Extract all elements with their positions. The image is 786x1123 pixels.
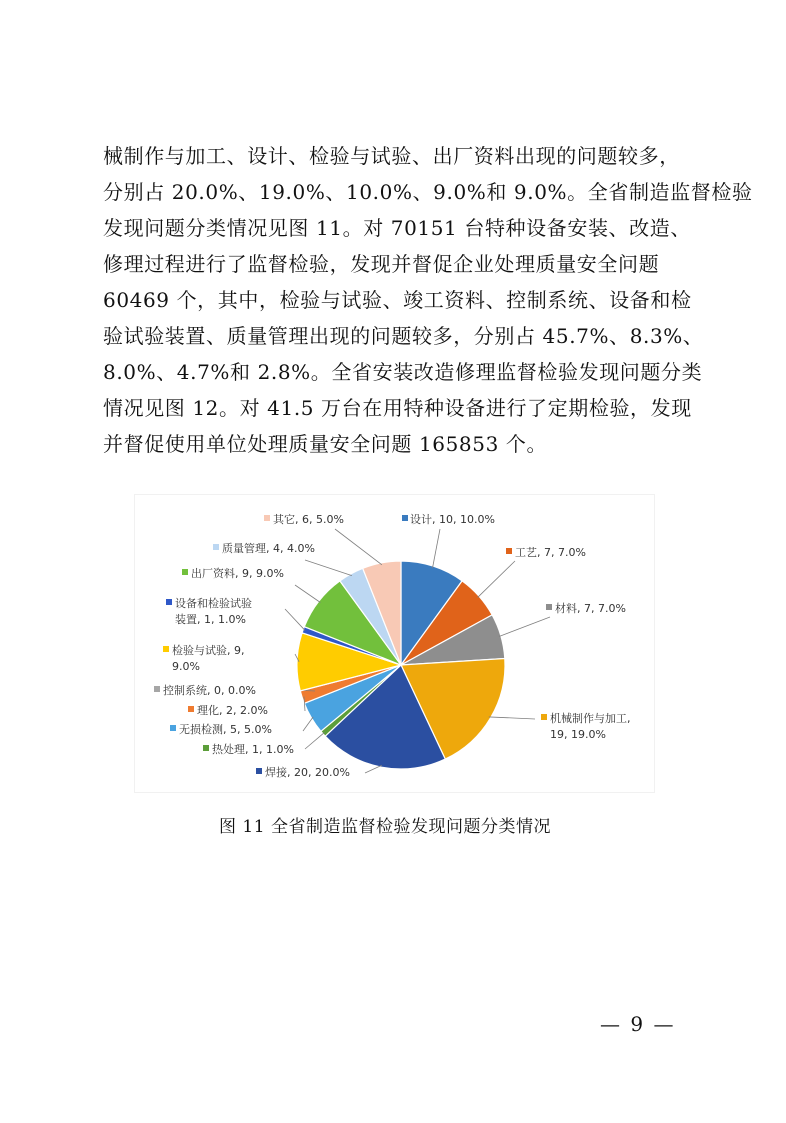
pie-chart-svg: [135, 495, 654, 792]
body-line: 并督促使用单位处理质量安全问题 165853 个。: [103, 432, 548, 456]
legend-swatch: [402, 515, 408, 521]
legend-swatch: [203, 745, 209, 751]
data-label: 检验与试验, 9,: [172, 644, 245, 657]
data-label: 装置, 1, 1.0%: [175, 613, 246, 626]
page-number: — 9 —: [600, 1012, 676, 1036]
body-line: 验试验装置、质量管理出现的问题较多，分别占 45.7%、8.3%、: [103, 324, 704, 348]
data-label: 焊接, 20, 20.0%: [265, 766, 350, 779]
leader-line: [295, 585, 320, 602]
leader-line: [285, 609, 305, 630]
legend-swatch: [182, 569, 188, 575]
data-label: 无损检测, 5, 5.0%: [179, 723, 272, 736]
body-line: 发现问题分类情况见图 11。对 70151 台特种设备安装、改造、: [103, 216, 691, 240]
legend-swatch: [213, 544, 219, 550]
legend-swatch: [264, 515, 270, 521]
body-line: 情况见图 12。对 41.5 万台在用特种设备进行了定期检验，发现: [103, 396, 692, 420]
figure-caption: 图 11 全省制造监督检验发现问题分类情况: [219, 817, 551, 837]
data-label: 出厂资料, 9, 9.0%: [191, 567, 284, 580]
legend-swatch: [506, 548, 512, 554]
legend-swatch: [188, 706, 194, 712]
body-line: 8.0%、4.7%和 2.8%。全省安装改造修理监督检验发现问题分类: [103, 360, 703, 384]
data-label: 材料, 7, 7.0%: [555, 602, 626, 615]
data-label: 9.0%: [172, 660, 200, 673]
legend-swatch: [166, 599, 172, 605]
data-label: 设备和检验试验: [175, 597, 252, 610]
data-label: 热处理, 1, 1.0%: [212, 743, 294, 756]
legend-swatch: [154, 686, 160, 692]
data-label: 19, 19.0%: [550, 728, 606, 741]
data-label: 设计, 10, 10.0%: [410, 513, 495, 526]
legend-swatch: [163, 646, 169, 652]
data-label: 质量管理, 4, 4.0%: [222, 542, 315, 555]
legend-swatch: [170, 725, 176, 731]
data-label: 其它, 6, 5.0%: [273, 513, 344, 526]
leader-line: [478, 561, 515, 598]
legend-swatch: [546, 604, 552, 610]
leader-line: [335, 529, 382, 565]
data-label: 工艺, 7, 7.0%: [515, 546, 586, 559]
pie-chart: [134, 494, 655, 793]
leader-line: [499, 617, 550, 637]
leader-line: [365, 765, 382, 773]
body-line: 械制作与加工、设计、检验与试验、出厂资料出现的问题较多，: [103, 144, 680, 168]
leader-line: [433, 529, 440, 568]
data-label: 理化, 2, 2.0%: [197, 704, 268, 717]
body-line: 分别占 20.0%、19.0%、10.0%、9.0%和 9.0%。全省制造监督检验: [103, 180, 753, 204]
leader-line: [303, 717, 313, 731]
leader-line: [489, 717, 535, 719]
body-line: 修理过程进行了监督检验，发现并督促企业处理质量安全问题: [103, 252, 660, 276]
data-label: 控制系统, 0, 0.0%: [163, 684, 256, 697]
leader-line: [305, 560, 352, 576]
legend-swatch: [256, 768, 262, 774]
legend-swatch: [541, 714, 547, 720]
body-line: 60469 个，其中，检验与试验、竣工资料、控制系统、设备和检: [103, 288, 692, 312]
data-label: 机械制作与加工,: [550, 712, 631, 725]
leader-line: [305, 732, 324, 749]
